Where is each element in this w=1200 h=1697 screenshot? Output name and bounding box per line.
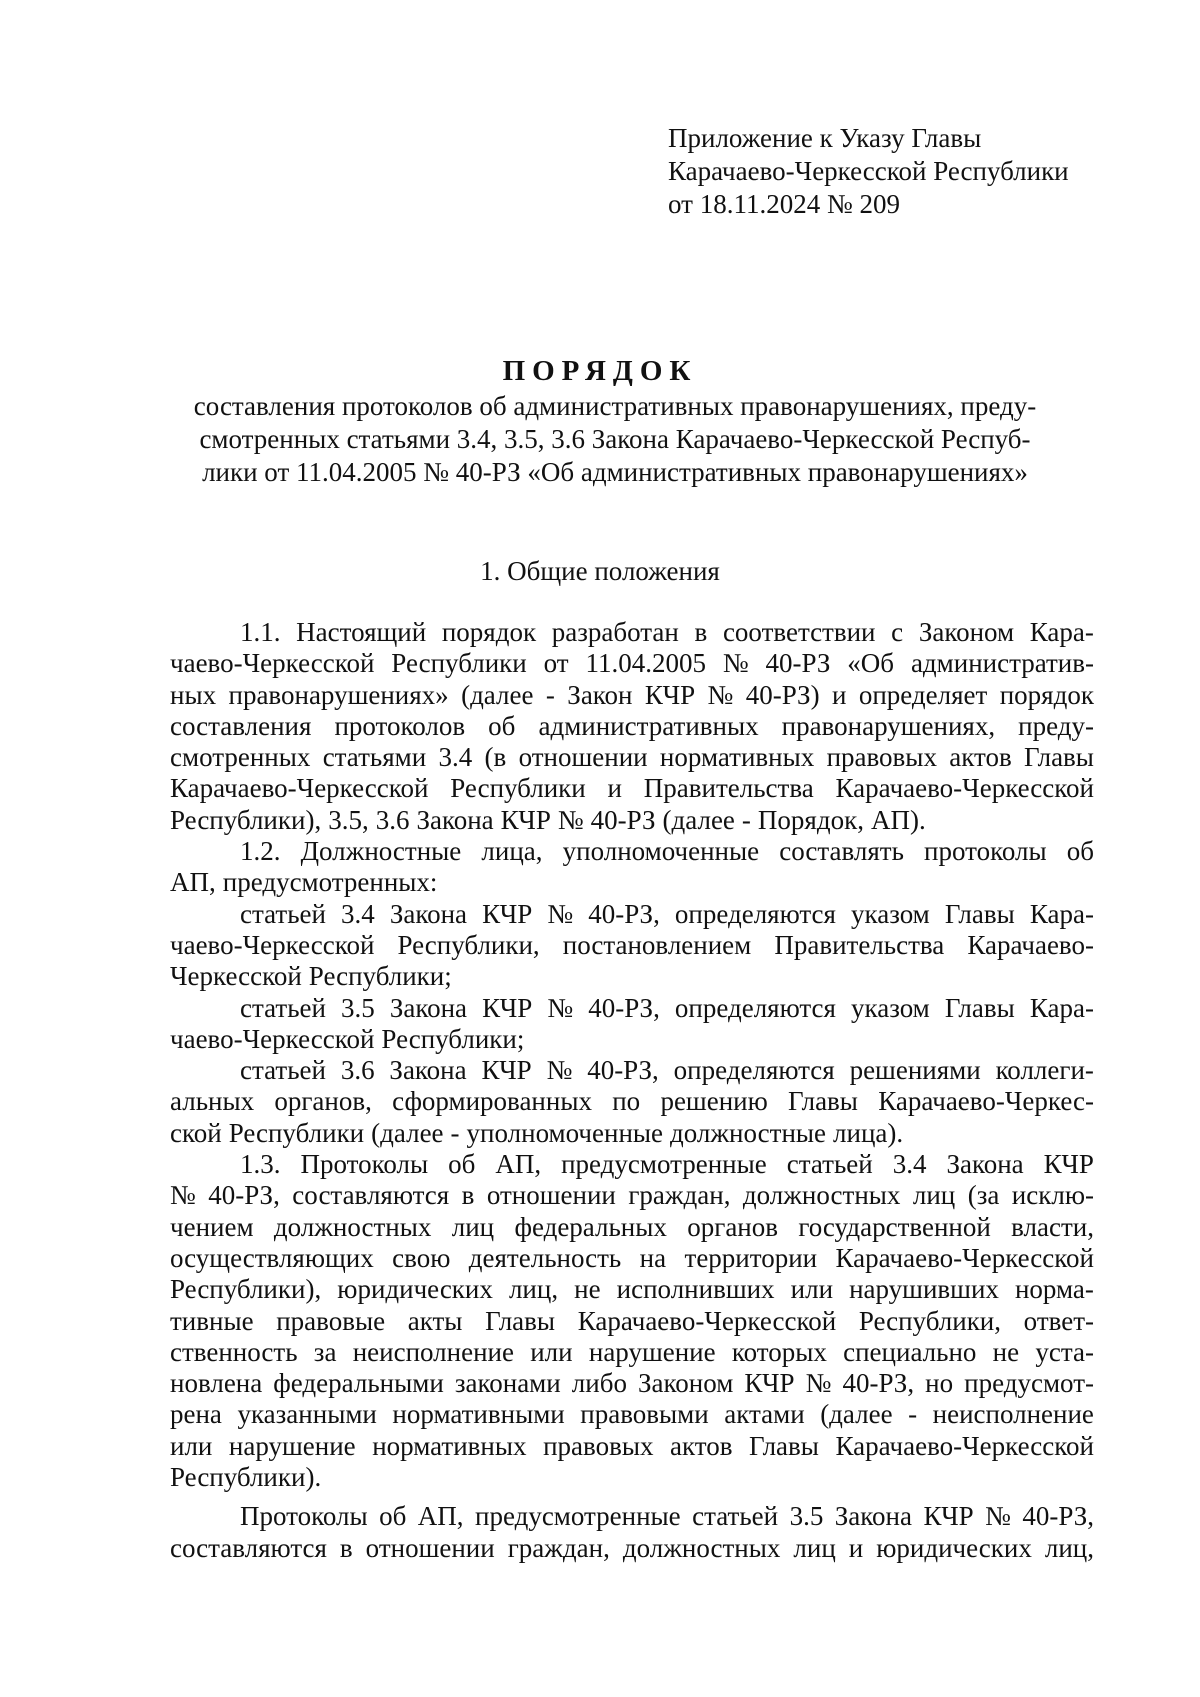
body-line: ской Республики (далее - уполномоченные должностные лица). (170, 1117, 904, 1148)
body-line: альных органов, сформированных по решению Главы Карачаево-Черкес- (170, 1086, 1094, 1117)
body-line: Республики), 3.5, 3.6 Закона КЧР № 40-РЗ (далее - Порядок, АП). (170, 804, 926, 835)
body-line: ственность за неисполнение или нарушение которых специально не уста- (170, 1336, 1094, 1367)
body-line: тивные правовые акты Главы Карачаево-Черкесской Республики, ответ- (170, 1305, 1094, 1336)
body-line: 1.3. Протоколы об АП, предусмотренные статьей 3.4 Закона КЧР (240, 1149, 1094, 1180)
body-line: Протоколы об АП, предусмотренные статьей 3.5 Закона КЧР № 40-РЗ, (240, 1501, 1094, 1532)
body-line: или нарушение нормативных правовых актов Главы Карачаево-Черкесской (170, 1430, 1094, 1461)
body-line: чением должностных лиц федеральных органов государственной власти, (170, 1211, 1094, 1242)
annex-line-3: от 18.11.2024 № 209 (668, 189, 900, 219)
body-line: статьей 3.4 Закона КЧР № 40-РЗ, определяются указом Главы Кара- (240, 898, 1094, 929)
body-line: АП, предусмотренных: (170, 867, 438, 898)
body-line: Карачаево-Черкесской Республики и Правительства Карачаево-Черкесской (170, 773, 1094, 804)
paragraph-gap (170, 1493, 1094, 1501)
body-line: составляются в отношении граждан, должностных лиц и юридических лиц, (170, 1532, 1094, 1563)
body-line: статьей 3.5 Закона КЧР № 40-РЗ, определяются указом Главы Кара- (240, 992, 1094, 1023)
annex-line-2: Карачаево-Черкесской Республики (668, 156, 1069, 186)
subtitle-line-3: лики от 11.04.2005 № 40-РЗ «Об административных правонарушениях» (202, 457, 1028, 487)
body-line: ных правонарушениях» (далее - Закон КЧР № 40-РЗ) и определяет порядок (170, 679, 1094, 710)
body-line: рена указанными нормативными правовыми актами (далее - неисполнение (170, 1399, 1094, 1430)
body-line: Республики). (170, 1462, 322, 1493)
body-line: новлена федеральными законами либо Законом КЧР № 40-РЗ, но предусмот- (170, 1368, 1094, 1399)
body-line: чаево-Черкесской Республики, постановлением Правительства Карачаево- (170, 929, 1094, 960)
document-body (170, 617, 1094, 1564)
body-line: статьей 3.6 Закона КЧР № 40-РЗ, определяются решениями коллеги- (240, 1055, 1094, 1086)
body-line: составления протоколов об административных правонарушениях, преду- (170, 710, 1094, 741)
body-line: № 40-РЗ, составляются в отношении граждан, должностных лиц (за исклю- (170, 1180, 1094, 1211)
body-line: Республики), юридических лиц, не исполнивших или нарушивших норма- (170, 1274, 1094, 1305)
body-line: чаево-Черкесской Республики; (170, 1023, 525, 1054)
annex-header (668, 122, 1069, 221)
document-subtitle (150, 390, 1080, 489)
body-line: 1.1. Настоящий порядок разработан в соответствии с Законом Кара- (240, 617, 1094, 647)
annex-line-1: Приложение к Указу Главы (668, 123, 982, 153)
document-title: ПОРЯДОК (502, 355, 698, 387)
body-line: осуществляющих свою деятельность на территории Карачаево-Черкесской (170, 1242, 1094, 1273)
body-line: смотренных статьями 3.4 (в отношении нормативных правовых актов Главы (170, 742, 1094, 773)
section-title: 1. Общие положения (480, 556, 720, 586)
subtitle-line-2: смотренных статьями 3.4, 3.5, 3.6 Закона Карачаево-Черкесской Респуб- (199, 424, 1031, 454)
body-line: Черкесской Республики; (170, 961, 452, 992)
body-line: чаево-Черкесской Республики от 11.04.2005 № 40-РЗ «Об административ- (170, 648, 1094, 679)
subtitle-line-1: составления протоколов об административных правонарушениях, преду- (193, 391, 1037, 421)
body-line: 1.2. Должностные лица, уполномоченные составлять протоколы об (240, 836, 1094, 867)
